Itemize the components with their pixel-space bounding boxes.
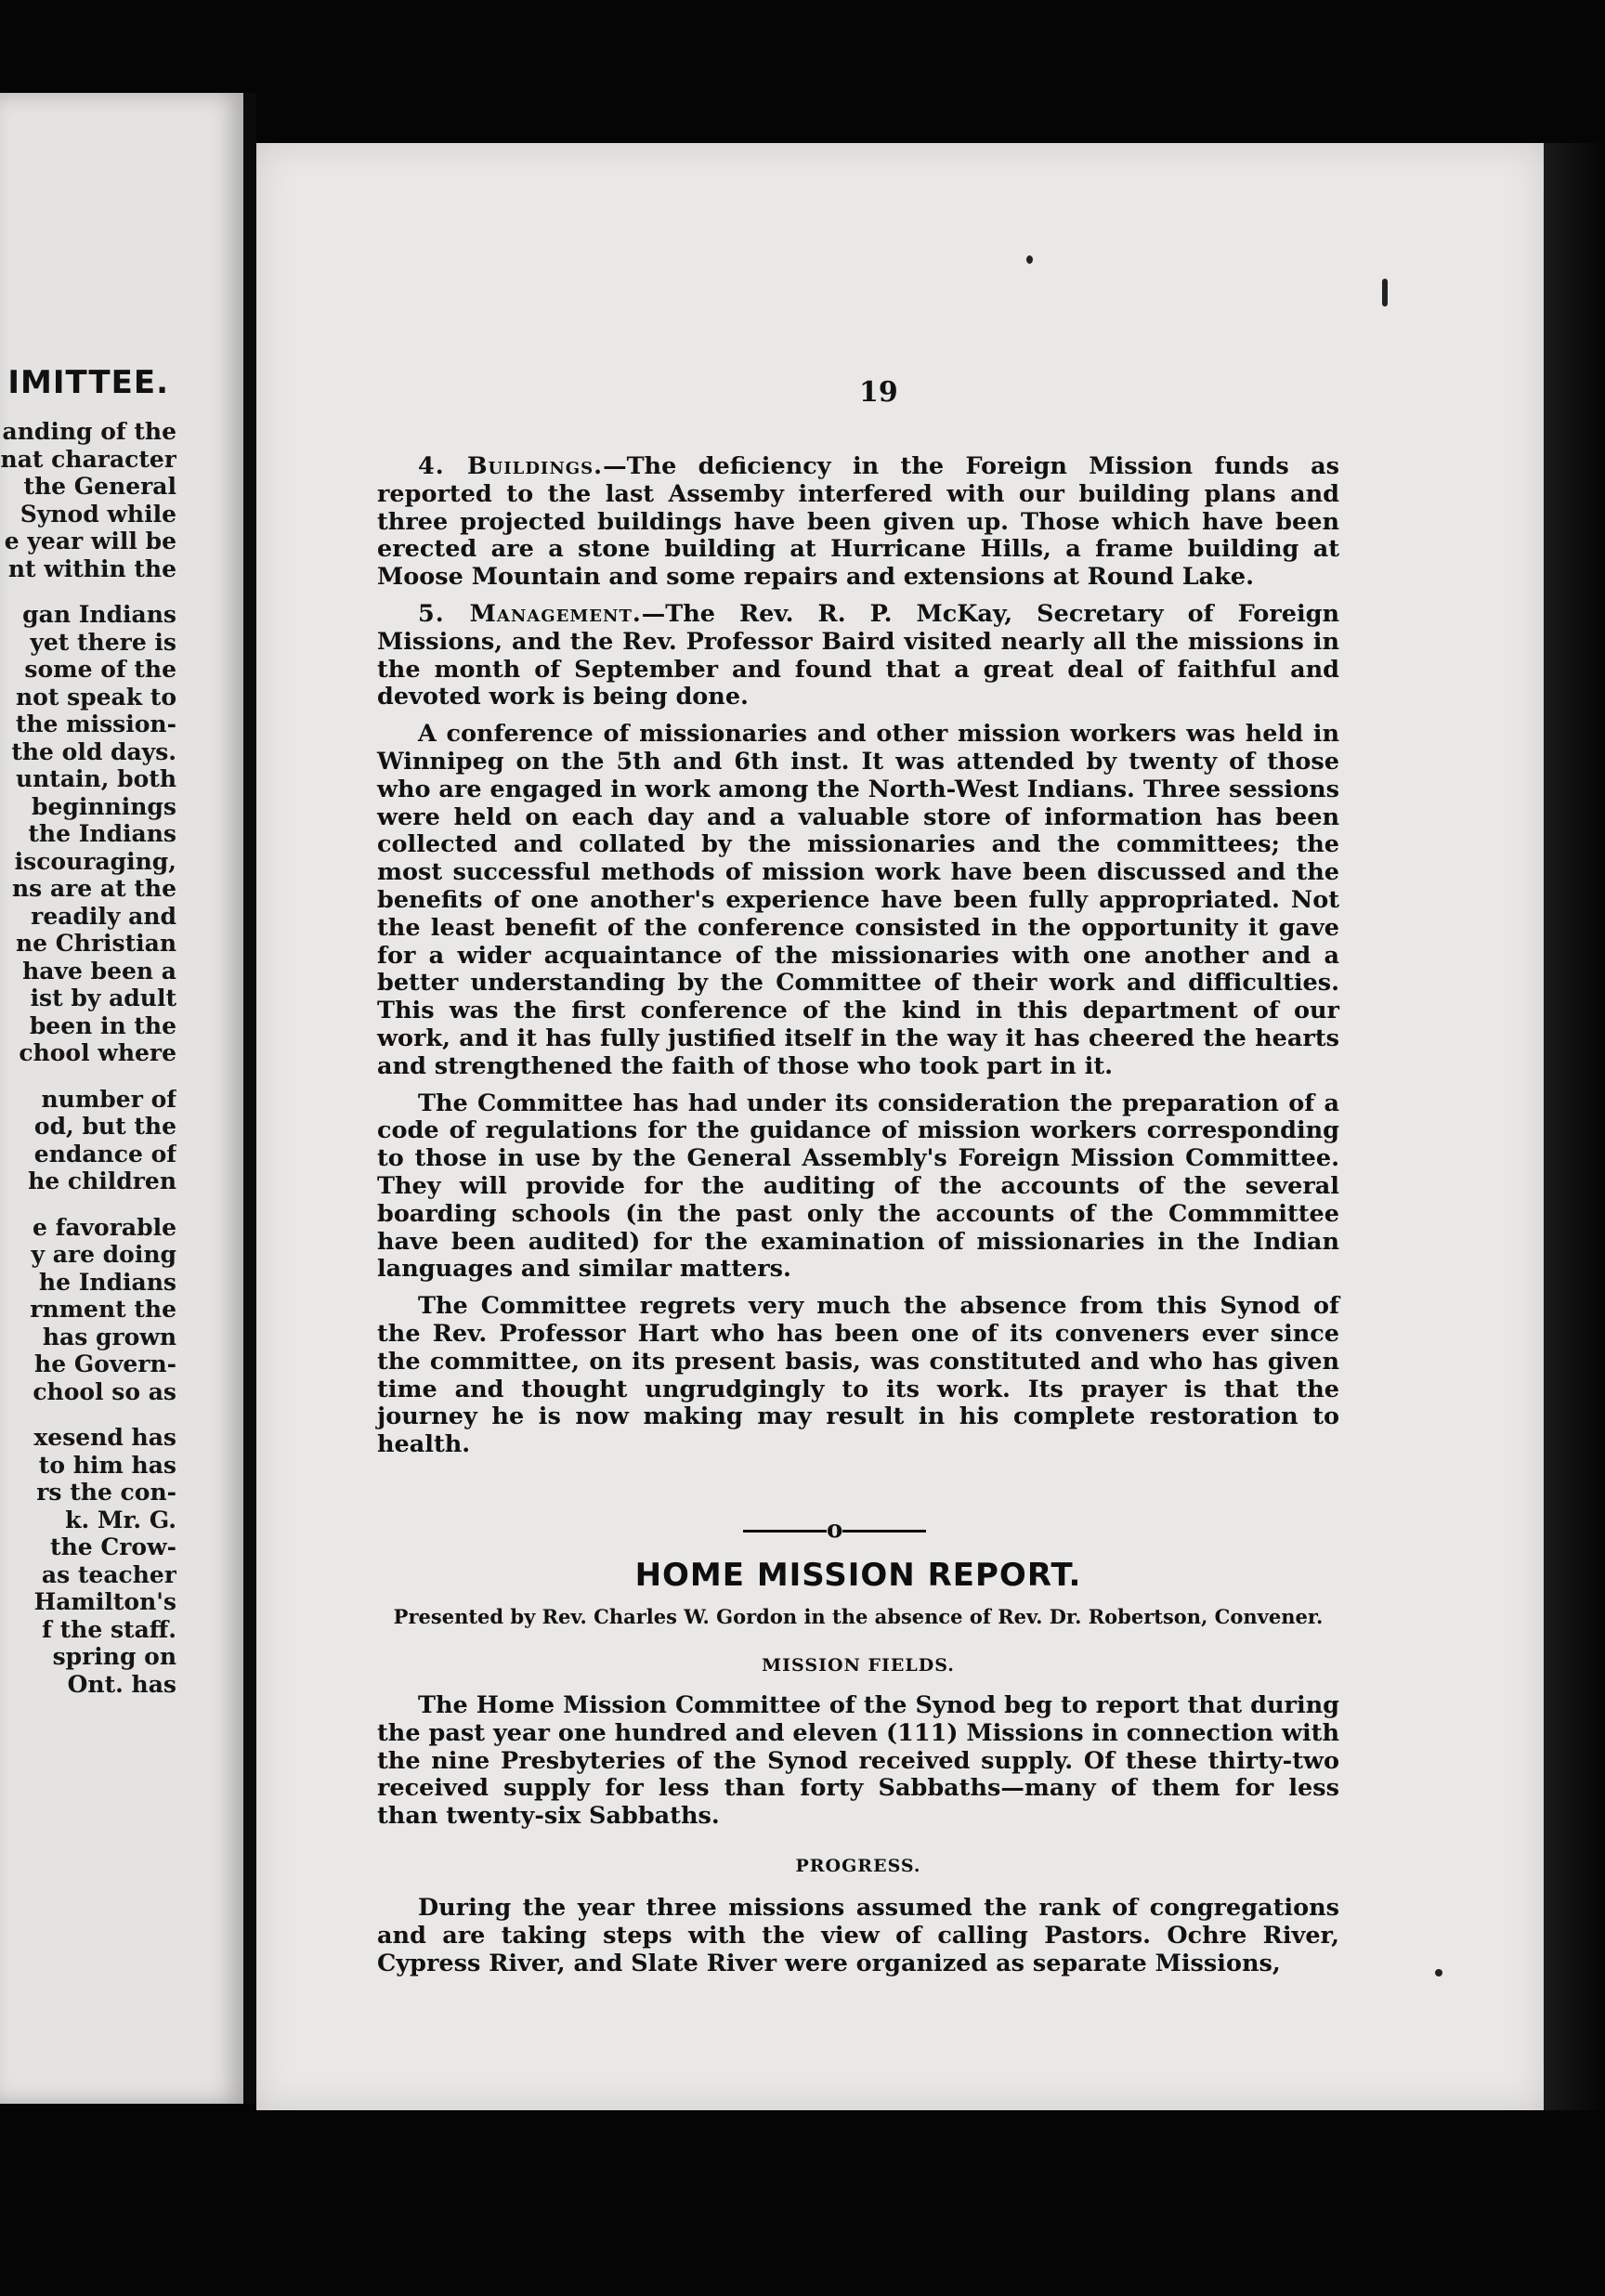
left-page-line: nt within the bbox=[7, 554, 176, 582]
left-page-line bbox=[0, 582, 176, 601]
left-page-line: spring on bbox=[52, 1643, 176, 1670]
main-body bbox=[377, 453, 1339, 1468]
left-page-line: not speak to bbox=[15, 683, 176, 711]
left-page-line: beginnings bbox=[32, 792, 176, 820]
paragraph-text: A conference of missionaries and other mission workers was held in Winnipeg on the 5th and 6th inst. It was attended by twenty of those who are engaged in work among the North-West Indians. Three sessions were held on each day and a valuable store of information has been collected and collated by the missionaries and the committees; the most successful methods of mission work have been discussed and the benefits of one another's experience have been fully appropriated. Not the least benefit of the conference consisted in the opportunity it gave for a wider acquaintance of the missionaries with one another and a better understanding by the Committee of their work and difficulties. This was the first conference of the kind in this department of our work, and it has fully justified itself in the way it has cheered the hearts and strengthened the faith of those who took part in it. bbox=[377, 720, 1339, 1080]
page-number: 19 bbox=[859, 376, 898, 409]
left-page-line: f the staff. bbox=[42, 1615, 176, 1643]
left-page-line: od, but the bbox=[33, 1113, 176, 1140]
left-page-line: has grown bbox=[42, 1323, 176, 1350]
report-subtitle: Presented by Rev. Charles W. Gordon in the absence of Rev. Dr. Robertson, Convener. bbox=[393, 1605, 1324, 1628]
left-page-line: he Indians bbox=[38, 1268, 176, 1296]
left-page-line: to him has bbox=[38, 1451, 176, 1479]
section-paragraph-progress: During the year three missions assumed the rank of congregations and are taking steps with the view of calling Pastors. Ochre River, Cypress River, and Slate River were organized as separate Missions, bbox=[377, 1894, 1339, 1977]
book-spine bbox=[243, 93, 256, 2104]
left-page-heading: IMITTEE. bbox=[7, 364, 169, 401]
page-edge-shadow bbox=[1544, 143, 1605, 2110]
left-page-line: the old days. bbox=[11, 737, 176, 765]
left-page-line: ist by adult bbox=[30, 985, 176, 1011]
left-page-line: Ont. has bbox=[67, 1670, 176, 1698]
paragraph-text: The Committee regrets very much the absence from this Synod of the Rev. Professor Hart who has been one of its conveners ever since the committee, on its present basis, was constituted and who has given time and thought ungrudgingly to its work. Its prayer is that the journey he is now making may result in his complete restoration to health. bbox=[377, 1292, 1339, 1459]
left-page-line: have been a bbox=[22, 957, 176, 985]
body-paragraph bbox=[377, 601, 1339, 711]
body-paragraph bbox=[377, 1090, 1339, 1285]
left-page-line: yet there is bbox=[30, 628, 176, 656]
paragraph-text: —The Rev. R. P. McKay, Secretary of Foreign Missions, and the Rev. Professor Baird visited nearly all the missions in the month of September and found that a great deal of faithful and devoted work is being done. bbox=[377, 599, 1340, 711]
left-page-line: gan Indians bbox=[22, 601, 176, 628]
section-paragraph-mission-fields: The Home Mission Committee of the Synod beg to report that during the past year one hundred and eleven (111) Missions in connection with the nine Presbyteries of the Synod received supply. Of these thirty-two received supply for less than forty Sabbaths—many of them for less than twenty-six Sabbaths. bbox=[377, 1691, 1339, 1831]
left-page-line: e favorable bbox=[32, 1213, 176, 1241]
left-page-line: chool so as bbox=[33, 1377, 176, 1405]
scan-speck bbox=[1026, 255, 1033, 264]
paragraph-text: The Committee has had under its consideration the preparation of a code of regulations for the guidance of mission workers corresponding to those in use by the General Assembly's Foreign Mission Committee. They will provide for the auditing of the accounts of the several boarding schools (in the past only the accounts of the Commmittee have been audited) for the examination of missionaries in the Indian languages and similar matters. bbox=[377, 1089, 1339, 1284]
left-page-line: as teacher bbox=[41, 1560, 176, 1588]
report-title: HOME MISSION REPORT. bbox=[634, 1557, 1082, 1594]
left-page-line bbox=[0, 1195, 176, 1214]
left-page-line: y are doing bbox=[31, 1241, 176, 1268]
section-heading-mission-fields: MISSION FIELDS. bbox=[762, 1655, 955, 1676]
scan-speck bbox=[1382, 279, 1388, 307]
left-page-line: rs the con- bbox=[36, 1479, 176, 1506]
scan-speck bbox=[1435, 1969, 1442, 1976]
left-page-line: ns are at the bbox=[11, 875, 176, 902]
left-page-line: the Indians bbox=[28, 820, 176, 847]
body-paragraph bbox=[377, 453, 1339, 592]
left-page-line: the General bbox=[23, 473, 176, 500]
left-page-line: been in the bbox=[29, 1011, 176, 1039]
left-page-line: the mission- bbox=[15, 711, 176, 737]
left-page-line: xesend has bbox=[33, 1424, 176, 1451]
left-page-line: Hamilton's bbox=[33, 1588, 176, 1615]
left-page-line: some of the bbox=[24, 656, 176, 683]
section-divider bbox=[743, 1516, 926, 1544]
left-page-line: the Crow- bbox=[50, 1533, 176, 1560]
left-page-line: he Govern- bbox=[34, 1350, 176, 1377]
left-page-line: chool where bbox=[19, 1039, 176, 1066]
left-page-line: endance of bbox=[33, 1140, 176, 1168]
left-page-line: number of bbox=[41, 1085, 176, 1113]
body-paragraph bbox=[377, 721, 1339, 1080]
paragraph-text: —The deficiency in the Foreign Mission funds as reported to the last Assemby interfered with our building plans and three projected buildings have been given up. Those which have been erected are a stone building at Hurricane Hills, a frame building at Moose Mountain and some repairs and extensions at Round Lake. bbox=[377, 452, 1339, 592]
left-page-text bbox=[0, 418, 176, 1698]
body-paragraph bbox=[377, 1293, 1339, 1459]
left-page-line: k. Mr. G. bbox=[65, 1506, 176, 1533]
left-page-line: readily and bbox=[31, 902, 176, 930]
left-page-line bbox=[0, 1405, 176, 1424]
left-page-line: Synod while bbox=[20, 500, 176, 528]
left-page-line: e year will be bbox=[4, 528, 176, 554]
divider-rule-right bbox=[842, 1530, 926, 1533]
section-heading-progress: PROGRESS. bbox=[795, 1856, 921, 1876]
left-page-line bbox=[0, 1067, 176, 1086]
paragraph-lead: 4. Buildings. bbox=[418, 452, 604, 480]
divider-mark: o bbox=[827, 1516, 843, 1544]
left-page-line: ne Christian bbox=[15, 930, 176, 957]
paragraph-lead: 5. Management. bbox=[418, 599, 642, 628]
divider-rule-left bbox=[743, 1530, 827, 1533]
left-page-line: he children bbox=[28, 1168, 176, 1194]
left-page-line: iscouraging, bbox=[14, 847, 176, 875]
left-page-line: anding of the bbox=[2, 418, 176, 445]
left-page-line: nat character bbox=[0, 445, 176, 473]
left-page-line: rnment the bbox=[30, 1296, 176, 1323]
left-page-line: untain, both bbox=[15, 765, 176, 792]
